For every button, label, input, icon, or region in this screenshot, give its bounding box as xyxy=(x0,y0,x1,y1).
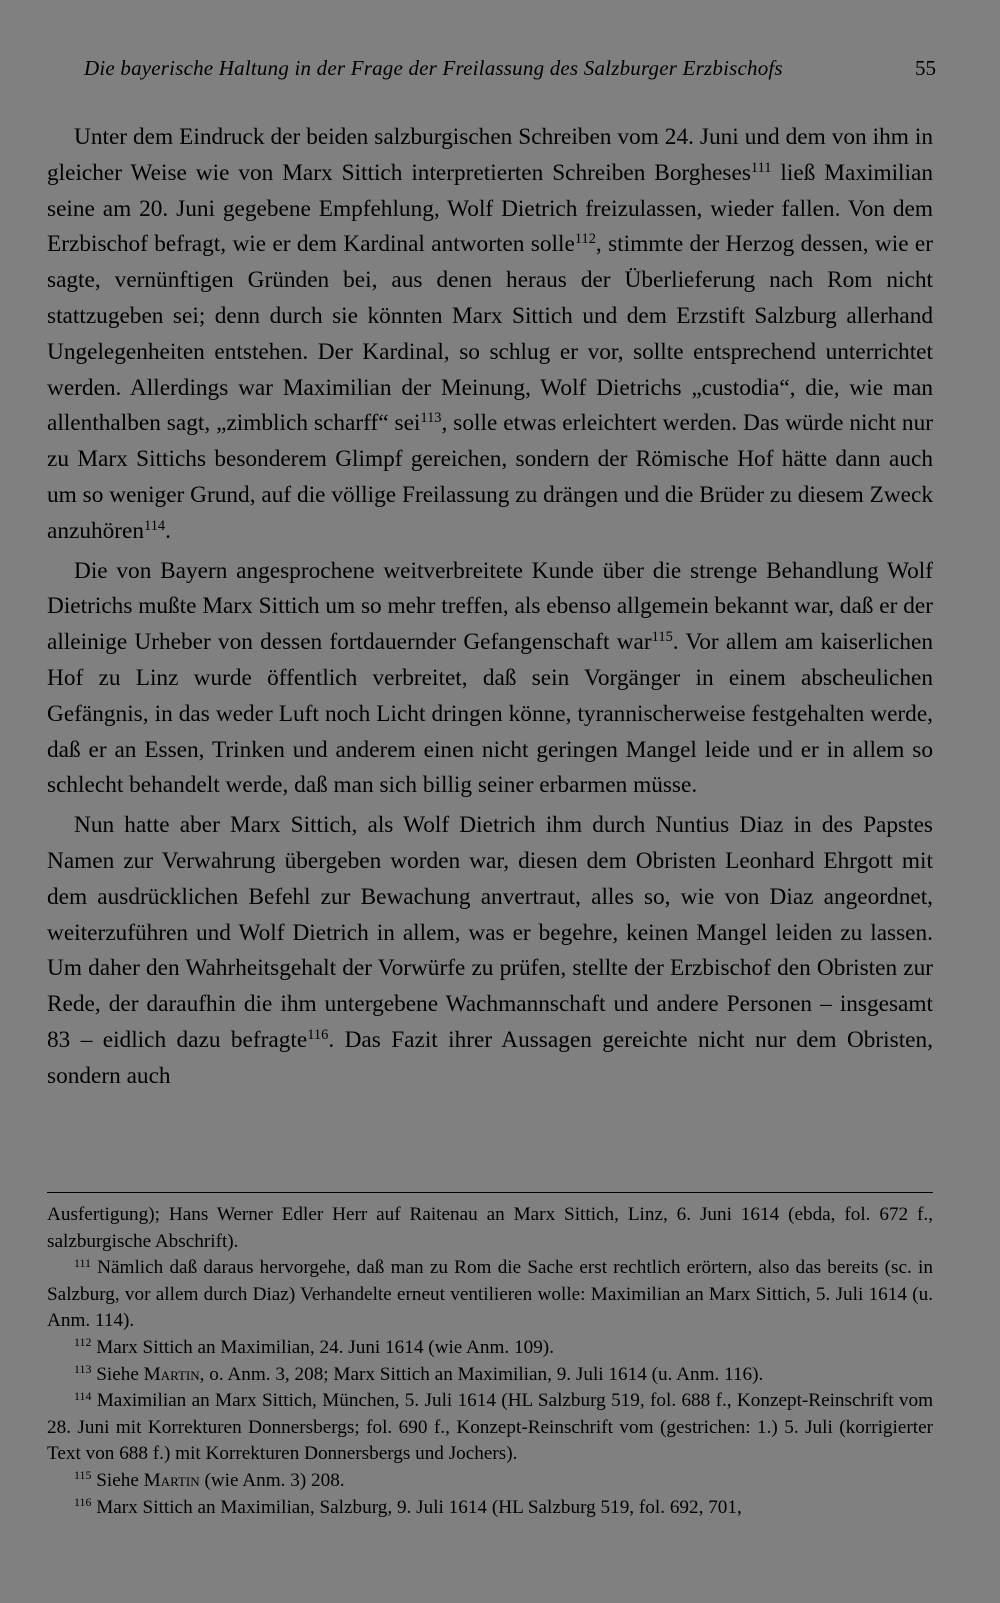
paragraph xyxy=(47,554,933,805)
text-run: , o. Anm. 3, 208; Marx Sittich an Maximilian, 9. Juli 1614 (u. Anm. 116). xyxy=(199,1363,764,1385)
page-number: 55 xyxy=(915,56,936,80)
footnote-marker: 113 xyxy=(74,1362,92,1377)
text-run: Die von Bayern angesprochene weitverbreitete Kunde über die strenge Behandlung Wolf Dietrichs mußte Marx Sittich um so mehr treffen, als ebenso allgemein bekannt war, daß er der alleinige Urheber von dessen fortdauernder Gefangenschaft war xyxy=(47,557,933,656)
footnote-marker: 111 xyxy=(750,159,772,176)
footnote xyxy=(47,1202,933,1255)
footnote-marker: 112 xyxy=(574,231,596,248)
footnote-marker: 116 xyxy=(74,1494,92,1509)
footnote xyxy=(47,1388,933,1468)
footnote-marker: 114 xyxy=(144,517,166,534)
footnote xyxy=(47,1468,933,1495)
paragraph xyxy=(47,808,933,1094)
text-run: , stimmte der Herzog dessen, wie er sagte, vernünftigen Gründen bei, aus denen heraus der Überlieferung nach Rom nicht stattzugeben sei; denn durch sie könnten Marx Sittich und dem Erzstift Salzburg allerhand Ungelegenheiten entstehen. Der Kardinal, so schlug er vor, sollte entsprechend unterrichtet werden. Allerdings war Maximilian der Meinung, Wolf Dietrichs „custodia“, die, wie man allenthalben sagt, „zimblich scharff“ sei xyxy=(47,231,934,437)
text-run: Ausfertigung); Hans Werner Edler Herr auf Raitenau an Marx Sittich, Linz, 6. Juni 1614 (ebda, fol. 672 f., salzburgische Abschrift). xyxy=(47,1204,933,1252)
footnotes xyxy=(47,1202,933,1521)
text-run: Nämlich daß daraus hervorgehe, daß man zu Rom die Sache erst rechtlich erörtern, also das bereits (sc. in Salzburg, vor allem durch Diaz) Verhandelte erneut ventilieren wolle: Maximilian an Marx Sittich, 5. Juli 1614 (u. Anm. 114). xyxy=(47,1257,933,1332)
author-name: Martin xyxy=(143,1363,200,1385)
footnote-marker: 115 xyxy=(651,629,673,646)
footnote-marker: 114 xyxy=(74,1388,92,1403)
text-run: Maximilian an Marx Sittich, München, 5. Juli 1614 (HL Salzburg 519, fol. 688 f., Konzept-Reinschrift vom 28. Juni mit Korrekturen Donnersbergs; fol. 690 f., Konzept-Reinschrift vom (gestrichen: 1.) 5. Juli (korrigierter Text von 688 f.) mit Korrekturen Donnersbergs und Jochers). xyxy=(47,1390,933,1465)
text-run: . Das Fazit ihrer Aussagen gereichte nicht nur dem Obristen, sondern auch xyxy=(47,1026,933,1089)
author-name: Martin xyxy=(143,1469,200,1491)
footnote xyxy=(47,1495,933,1522)
text-run: Nun hatte aber Marx Sittich, als Wolf Dietrich ihm durch Nuntius Diaz in des Papstes Namen zur Verwahrung übergeben worden war, diesen dem Obristen Leonhard Ehrgott mit dem ausdrücklichen Befehl zur Bewachung anvertraut, alles so, wie von Diaz angeordnet, weiterzuführen und Wolf Dietrich in allem, was er begehre, keinen Mangel leiden zu lassen. Um daher den Wahrheitsgehalt der Vorwürfe zu prüfen, stellte der Erzbischof den Obristen zur Rede, der daraufhin die ihm untergebene Wachmannschaft und andere Personen – insgesamt 83 – eidlich dazu befragte xyxy=(47,812,933,1053)
paragraph xyxy=(47,120,933,550)
text-run: (wie Anm. 3) 208. xyxy=(199,1469,345,1491)
footnote xyxy=(47,1362,933,1389)
footnote-marker: 113 xyxy=(420,410,442,427)
text-run: . Vor allem am kaiserlichen Hof zu Linz wurde öffentlich verbreitet, daß sein Vorgänger in einem abscheulichen Gefängnis, in das weder Luft noch Licht dringen könne, tyrannischerweise festgehalten werde, daß er an Essen, Trinken und anderem einen nicht geringen Mangel leide und er in allem so schlecht behandelt werde, daß man sich billig seiner erbarmen müsse. xyxy=(47,629,933,799)
footnote xyxy=(47,1255,933,1335)
text-run: ließ Maximilian seine am 20. Juni gegebene Empfehlung, Wolf Dietrich freizulassen, wieder fallen. Von dem Erzbischof befragt, wie er dem Kardinal antworten solle xyxy=(47,159,933,258)
footnote xyxy=(47,1335,933,1362)
footnote-marker: 111 xyxy=(74,1255,91,1270)
text-run: . xyxy=(165,517,171,544)
body-text xyxy=(47,120,933,1095)
text-run: Marx Sittich an Maximilian, Salzburg, 9. Juli 1614 (HL Salzburg 519, fol. 692, 701, xyxy=(91,1496,742,1518)
text-run: Siehe xyxy=(91,1469,144,1491)
footnote-marker: 115 xyxy=(74,1468,92,1483)
footnote-marker: 112 xyxy=(74,1335,92,1350)
text-run: Siehe xyxy=(91,1363,144,1385)
footnote-marker: 116 xyxy=(307,1026,329,1043)
running-title: Die bayerische Haltung in der Frage der Freilassung des Salzburger Erzbischofs xyxy=(84,56,783,80)
text-run: Marx Sittich an Maximilian, 24. Juni 1614 (wie Anm. 109). xyxy=(91,1336,554,1358)
text-run: Unter dem Eindruck der beiden salzburgischen Schreiben vom 24. Juni und dem von ihm in gleicher Weise wie von Marx Sittich interpretierten Schreiben Borgheses xyxy=(47,124,933,186)
page-header xyxy=(84,56,936,86)
text-run: , solle etwas erleichtert werden. Das würde nicht nur zu Marx Sittichs besonderem Glimpf gereichen, sondern der Römische Hof hätte dann auch um so weniger Grund, auf die völlige Freilassung zu drängen und die Brüder zu diesem Zweck anzuhören xyxy=(47,410,933,544)
footnote-separator xyxy=(47,1192,933,1193)
